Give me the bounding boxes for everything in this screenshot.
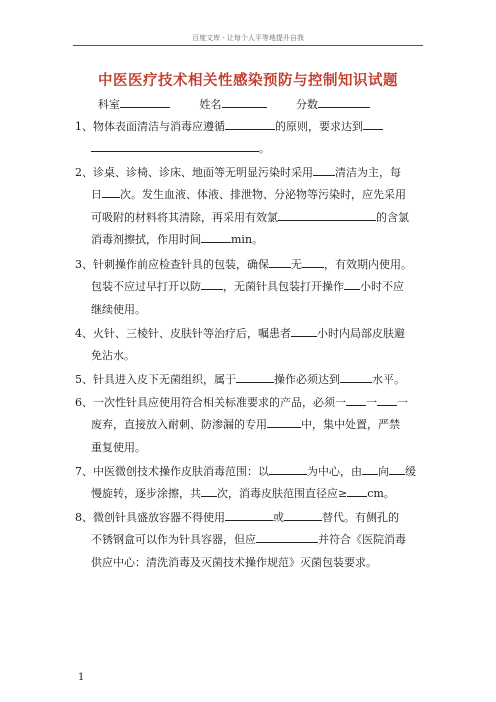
q8-text: 替代。有侧孔的 xyxy=(322,511,399,524)
q6-text: 一 xyxy=(366,396,377,409)
q3-blank xyxy=(344,278,360,290)
q7-text: 慢旋转，逐步涂擦，共 xyxy=(91,487,201,501)
q2-blank xyxy=(201,231,231,243)
question-2 xyxy=(75,162,427,252)
q2-text: 可吸附的材料将其清除，再采用有效氯 xyxy=(91,210,278,224)
question-5 xyxy=(75,369,427,391)
q7-text: 缓 xyxy=(405,465,416,478)
q1-text: 。 xyxy=(259,142,270,156)
q3-text: 小时不应 xyxy=(360,280,404,294)
q2-text: 次。发生血液、体液、排泄物、分泌物等污染时，应先采用 xyxy=(120,188,406,202)
question-8 xyxy=(75,507,427,574)
q7-blank xyxy=(362,463,378,475)
q2-text: min。 xyxy=(231,233,264,247)
q3-text: 无 xyxy=(291,258,302,271)
q8-text: 供应中心：清洗消毒及灭菌技术操作规范》灭菌包装要求。 xyxy=(91,555,377,569)
q3-text: 继续使用。 xyxy=(91,302,146,316)
q6-text: 6、一次性针具应使用符合相关标准要求的产品，必须一 xyxy=(75,396,346,409)
q7-text: 为中心，由 xyxy=(307,465,362,478)
q5-text: 5、针具进入皮下无菌组织，属于 xyxy=(75,373,236,386)
dept-label: 科室 xyxy=(98,98,120,111)
page-number: 1 xyxy=(78,672,85,683)
q3-text: ，无菌针具包装打开操作 xyxy=(223,280,344,294)
q7-text: cm。 xyxy=(367,487,395,501)
q7-text: 次，消毒皮肤范围直径应≥ xyxy=(217,487,348,501)
q7-blank xyxy=(347,485,367,497)
q3-text: 包装不应过早打开以防 xyxy=(91,280,201,294)
q1-text: 1、物体表面清洁与消毒应遵循 xyxy=(75,120,225,133)
q1-blank xyxy=(225,118,275,130)
page-header xyxy=(73,33,423,46)
q6-text: 重复使用。 xyxy=(91,440,146,454)
document-title: 中医医疗技术相关性感染预防与控制知识试题 xyxy=(98,72,398,89)
q2-blank xyxy=(313,164,335,176)
q6-text: 中，集中处置，严禁 xyxy=(301,418,400,432)
q5-text: 操作必须达到 xyxy=(274,373,340,386)
q4-text: 小时内局部皮肤避 xyxy=(317,327,405,340)
q4-blank xyxy=(291,325,317,337)
q6-blank xyxy=(346,394,366,406)
name-label: 姓名 xyxy=(199,98,222,111)
q8-blank xyxy=(256,531,318,543)
q8-text: 不锈钢盒可以作为针具容器，但应 xyxy=(91,533,256,547)
q5-blank xyxy=(236,371,274,383)
q2-blank xyxy=(278,209,376,221)
q6-text: 废弃，直接放入耐刺、防渗漏的专用 xyxy=(91,418,267,432)
q2-text: 日 xyxy=(91,188,102,202)
q2-text: 的含氯 xyxy=(376,210,409,224)
q3-blank xyxy=(269,256,291,268)
q3-blank xyxy=(201,278,223,290)
question-3 xyxy=(75,254,427,321)
q8-text: 并符合《医院消毒 xyxy=(318,533,406,547)
q7-text: 7、中医微创技术操作皮肤消毒范围：以 xyxy=(75,465,269,478)
dept-blank xyxy=(120,96,170,108)
q1-blank xyxy=(91,140,259,152)
q7-blank xyxy=(269,463,307,475)
q4-text: 4、火针、三棱针、皮肤针等治疗后，嘱患者 xyxy=(75,327,291,340)
q8-blank xyxy=(225,509,273,521)
q5-text: 水平。 xyxy=(372,373,405,386)
q7-text: 向 xyxy=(378,465,389,478)
q1-text: 的原则，要求达到 xyxy=(275,120,363,133)
q6-blank xyxy=(377,394,397,406)
q8-text: 或 xyxy=(273,511,284,524)
q2-blank xyxy=(102,186,120,198)
q6-blank xyxy=(267,416,301,428)
q6-text: 一 xyxy=(397,396,408,409)
q5-blank xyxy=(340,371,372,383)
question-4 xyxy=(75,323,427,368)
header-text: 百度文库 - 让每个人平等地提升自我 xyxy=(192,34,304,42)
name-blank xyxy=(222,96,267,108)
q2-text: 清洁为主，每 xyxy=(335,166,401,179)
q2-text: 消毒剂擦拭，作用时间 xyxy=(91,233,201,247)
q1-blank xyxy=(363,118,383,130)
score-label: 分数 xyxy=(296,98,318,111)
question-6 xyxy=(75,392,427,459)
score-blank xyxy=(318,96,370,108)
q2-text: 2、诊桌、诊椅、诊床、地面等无明显污染时采用 xyxy=(75,166,313,179)
q8-text: 8、微创针具盛放容器不得使用 xyxy=(75,511,225,524)
q3-text: ，有效期内使用。 xyxy=(324,258,412,271)
q4-text: 免沾水。 xyxy=(91,349,135,363)
info-row xyxy=(98,96,370,112)
q3-blank xyxy=(302,256,324,268)
q7-blank xyxy=(389,463,405,475)
question-1 xyxy=(75,116,427,161)
question-7 xyxy=(75,461,427,506)
q7-blank xyxy=(201,485,217,497)
q3-text: 3、针刺操作前应检查针具的包装，确保 xyxy=(75,258,269,271)
q8-blank xyxy=(284,509,322,521)
